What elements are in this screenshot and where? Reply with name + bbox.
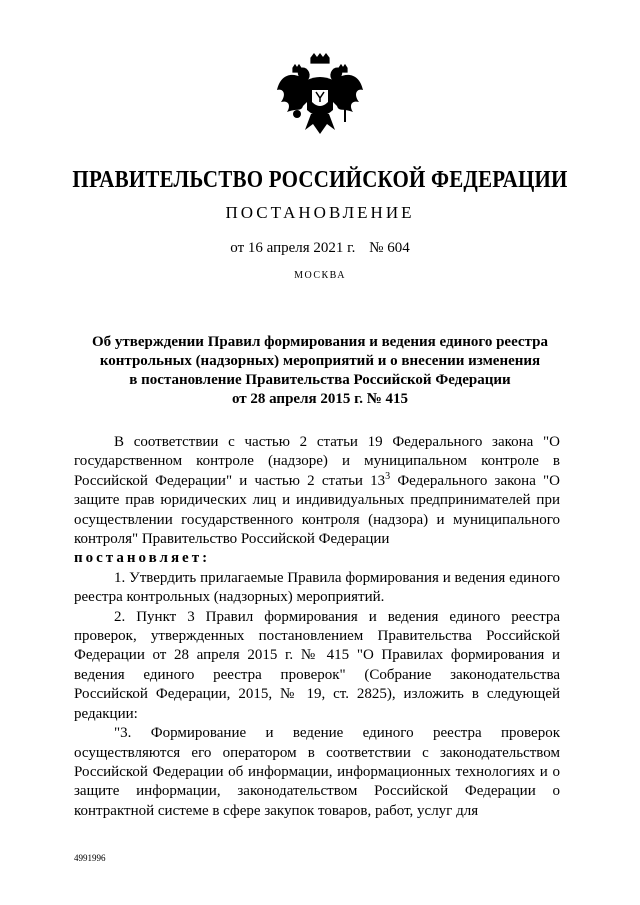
double-headed-eagle-emblem-icon <box>271 50 369 148</box>
decree-heading <box>60 333 580 409</box>
item-3: "3. Формирование и ведение единого реестра проверок осуществляются его оператором в соответствии с законодательством Российской Федерации об информации, информационных технологиях и о защите информации, законодательством Российской Федерации о контрактной системе в сфере закупок товаров, работ, услуг для <box>74 725 560 819</box>
date-line <box>0 240 640 257</box>
heading-line: в постановление Правительства Российской Федерации <box>129 372 511 388</box>
item-1: 1. Утвердить прилагаемые Правила формирования и ведения единого реестра контрольных (надзорных) мероприятий. <box>74 569 560 606</box>
document-type: ПОСТАНОВЛЕНИЕ <box>225 203 415 222</box>
decree-date: от 16 апреля 2021 г. <box>230 240 356 256</box>
decree-number: № 604 <box>369 240 410 256</box>
preamble-part-2: Федерального закона "О защите прав юридических лиц и индивидуальных предпринимателей при осуществлении государственного контроля (надзора) и муниципального контроля" Правительство Российской Федерации <box>74 472 560 548</box>
city: МОСКВА <box>294 270 346 281</box>
article-superscript: 3 <box>385 470 391 482</box>
preamble-paragraph <box>74 433 560 549</box>
heading-line: от 28 апреля 2015 г. № 415 <box>231 391 409 407</box>
heading-line: Об утверждении Правил формирования и ведения единого реестра <box>92 334 548 350</box>
item-2: 2. Пункт 3 Правил формирования и ведения единого реестра проверок, утвержденных постановлением Правительства Российской Федерации от 28 апреля 2015 г. № 415 "О Правилах формирования и ведения единого реестра проверок" (Собрание законодательства Российской Федерации, 2015, № 19, ст. 2825), изложить в следующей редакции: <box>74 608 560 722</box>
document-code: 4991996 <box>74 853 106 863</box>
preamble-part-1: В соответствии с частью 2 статьи 19 Федерального закона "О государственном контроле (надзоре) и муниципальном контроле в Российской Федерации" и частью 2 статьи 13 <box>74 434 560 489</box>
heading-line: контрольных (надзорных) мероприятий и о внесении изменения <box>99 353 541 369</box>
decrees-word: постановляет: <box>74 550 211 567</box>
decrees-line <box>74 549 560 568</box>
decree-body <box>74 433 560 821</box>
government-title: ПРАВИТЕЛЬСТВО РОССИЙСКОЙ ФЕДЕРАЦИИ <box>72 164 568 194</box>
